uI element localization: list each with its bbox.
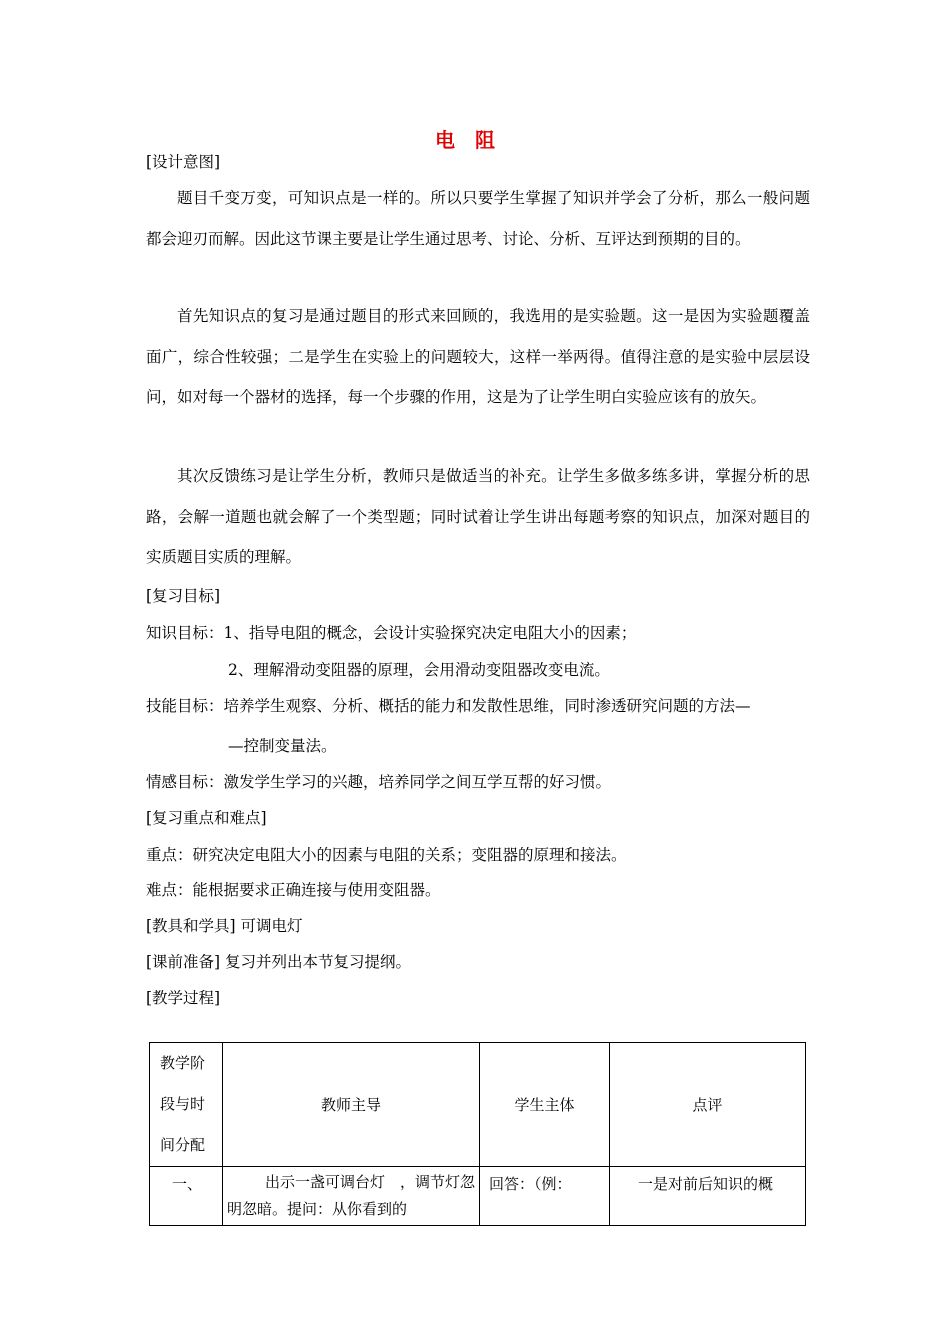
row1-student: 回答：（例：	[480, 1167, 610, 1226]
section-tools: [教具和学具] 可调电灯	[146, 917, 303, 935]
goal-knowledge-2: 2、理解滑动变阻器的原理，会用滑动变阻器改变电流。	[228, 661, 610, 679]
header-student: 学生主体	[480, 1043, 610, 1167]
table-header-row	[150, 1043, 806, 1167]
page-title: 电阻	[435, 128, 515, 152]
row1-comment: 一是对前后知识的概	[610, 1167, 806, 1226]
header-stage	[150, 1043, 223, 1167]
goal-skill-1: 技能目标：培养学生观察、分析、概括的能力和发散性思维，同时渗透研究问题的方法—	[146, 697, 751, 715]
key-point: 重点：研究决定电阻大小的因素与电阻的关系；变阻器的原理和接法。	[146, 846, 627, 864]
section-key-points: [复习重点和难点]	[146, 809, 267, 827]
goal-skill-2: —控制变量法。	[228, 737, 337, 755]
paragraph-1: 题目千变万变，可知识点是一样的。所以只要学生掌握了知识并学会了分析，那么一般问题都会迎刃而解。因此这节课主要是让学生通过思考、讨论、分析、互评达到预期的目的。	[146, 189, 810, 248]
teaching-process-table	[149, 1042, 806, 1226]
header-comment: 点评	[610, 1043, 806, 1167]
section-process: [教学过程]	[146, 989, 221, 1007]
section-design-intent: [设计意图]	[146, 153, 221, 171]
section-preparation: [课前准备] 复习并列出本节复习提纲。	[146, 953, 412, 971]
paragraph-2: 首先知识点的复习是通过题目的形式来回顾的，我选用的是实验题。这一是因为实验题覆盖面广，综合性较强；二是学生在实验上的问题较大，这样一举两得。值得注意的是实验中层层设问，如对每一个器材的选择，每一个步骤的作用，这是为了让学生明白实验应该有的放矢。	[146, 307, 810, 406]
table-row	[150, 1167, 806, 1226]
header-stage-line-1: 教学阶	[160, 1054, 206, 1072]
row1-stage: 一、	[150, 1167, 223, 1226]
header-stage-line-3: 间分配	[160, 1136, 206, 1154]
difficult-point: 难点：能根据要求正确连接与使用变阻器。	[146, 881, 441, 899]
header-stage-line-2: 段与时	[160, 1095, 206, 1113]
section-review-goals: [复习目标]	[146, 587, 221, 605]
goal-knowledge-1: 知识目标：1、指导电阻的概念，会设计实验探究决定电阻大小的因素；	[146, 624, 637, 642]
row1-teacher: 出示一盏可调台灯 ，调节灯忽明忽暗。提问：从你看到的	[223, 1167, 480, 1226]
header-teacher: 教师主导	[223, 1043, 480, 1167]
goal-emotion: 情感目标：激发学生学习的兴趣，培养同学之间互学互帮的好习惯。	[146, 773, 612, 791]
paragraph-3: 其次反馈练习是让学生分析，教师只是做适当的补充。让学生多做多练多讲，掌握分析的思路，会解一道题也就会解了一个类型题；同时试着让学生讲出每题考察的知识点，加深对题目的实质题目实质的理解。	[146, 467, 810, 566]
